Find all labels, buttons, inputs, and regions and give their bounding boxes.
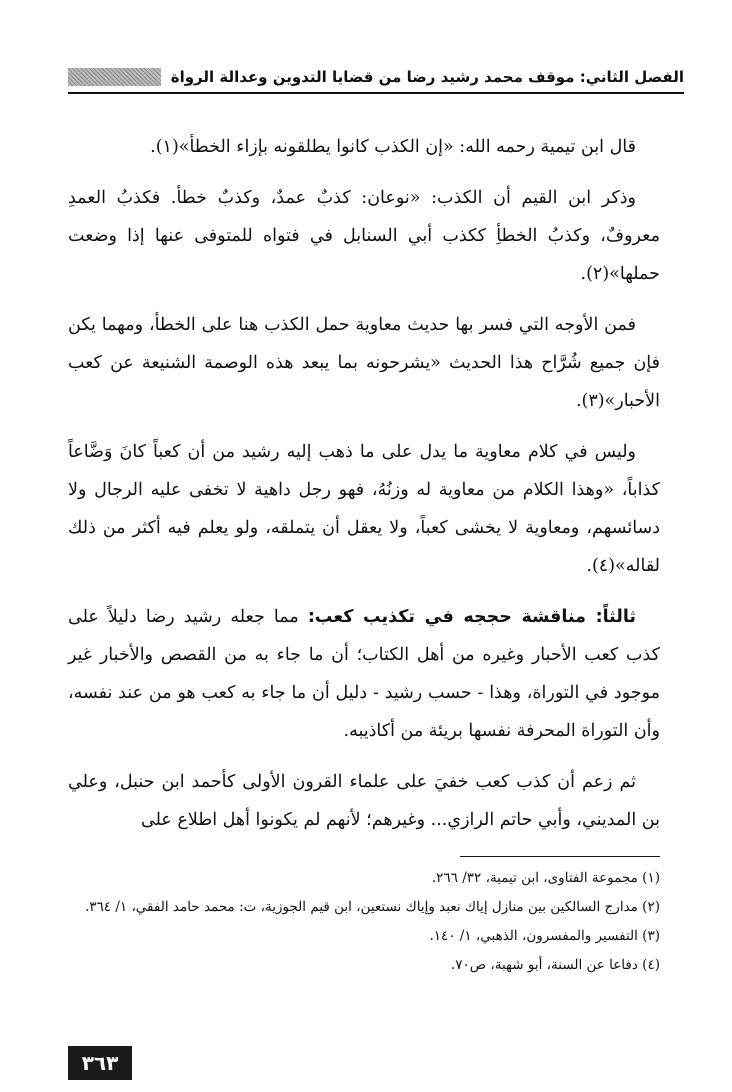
footnote-separator [460,856,660,857]
footnote-1: (١) مجموعة الفتاوى، ابن تيمية، ٣٢/ ٢٦٦. [431,870,660,886]
paragraph-kab-defense: وليس في كلام معاوية ما يدل على ما ذهب إليه رشيد من أن كعباً كانَ وَضَّاعاً كذاباً، «وهذا الكلام من معاوية له وزنُهُ، فهو رجل داهية لا تخفى عليه الرجال ولا دسائسهم، ومعاوية لا يخشى كعباً، ولا يعقل أن يتملقه، ولو يعلم فيه أكثر من ذلك لقاله»(٤). [68,442,660,576]
section-heading: ثالثاً: مناقشة حججه في تكذيب كعب: [307,607,637,627]
section-text: مما جعله رشيد رضا دليلاً على كذب كعب الأحبار وغيره من أهل الكتاب؛ أن ما جاء به من القصص والأخبار غير موجود في التوراة، وهذا - حسب رشيد - دليل أن ما جاء به كعب هو من عند نفسه، وأن التوراة المحرفة نفسها بريئة من أكاذيبه. [68,607,660,741]
chapter-title: الفصل الثاني: موقف محمد رشيد رضا من قضايا التدوين وعدالة الرواة [170,68,684,86]
paragraph-last: ثم زعم أن كذب كعب خفيَ على علماء القرون الأولى كأحمد ابن حنبل، وعلي بن المديني، وأبي حاتم الرازي... وغيرهم؛ لأنهم لم يكونوا أهل اطلاع على [68,772,660,830]
section-paragraph [68,598,660,750]
body-text [68,128,660,852]
paragraph-ibn-taymiyya: قال ابن تيمية رحمه الله: «إن الكذب كانوا يطلقونه بإزاء الخطأ»(١). [150,137,636,157]
paragraph-ibn-qayyim: وذكر ابن القيم أن الكذب: «نوعان: كذبٌ عمدٌ، وكذبٌ خطأ. فكذبُ العمدِ معروفٌ، وكذبُ الخطأِ ككذب أبي السنابل في فتواه للمتوفى عنها إذا وضعت حملها»(٢). [68,188,660,284]
page-number: ٣٦٣ [68,1046,132,1080]
running-header [68,62,684,94]
footnote-4: (٤) دفاعا عن السنة، أبو شهبة، ص٧٠. [450,957,660,973]
header-decorative-bar [68,68,161,86]
footnote-2: (٢) مدارج السالكين بين منازل إياك نعبد وإياك نستعين، ابن قيم الجوزية، ت: محمد حامد الفقي، ١/ ٣٦٤. [84,899,660,915]
footnote-3: (٣) التفسير والمفسرون، الذهبي، ١/ ١٤٠. [429,928,660,944]
footnotes [68,864,660,980]
paragraph-muawiya-hadith: فمن الأوجه التي فسر بها حديث معاوية حمل الكذب هنا على الخطأ، ومهما يكن فإن جميع شُرَّاح هذا الحديث «يشرحونه بما يبعد هذه الوصمة الشنيعة عن كعب الأحبار»(٣). [68,315,660,411]
